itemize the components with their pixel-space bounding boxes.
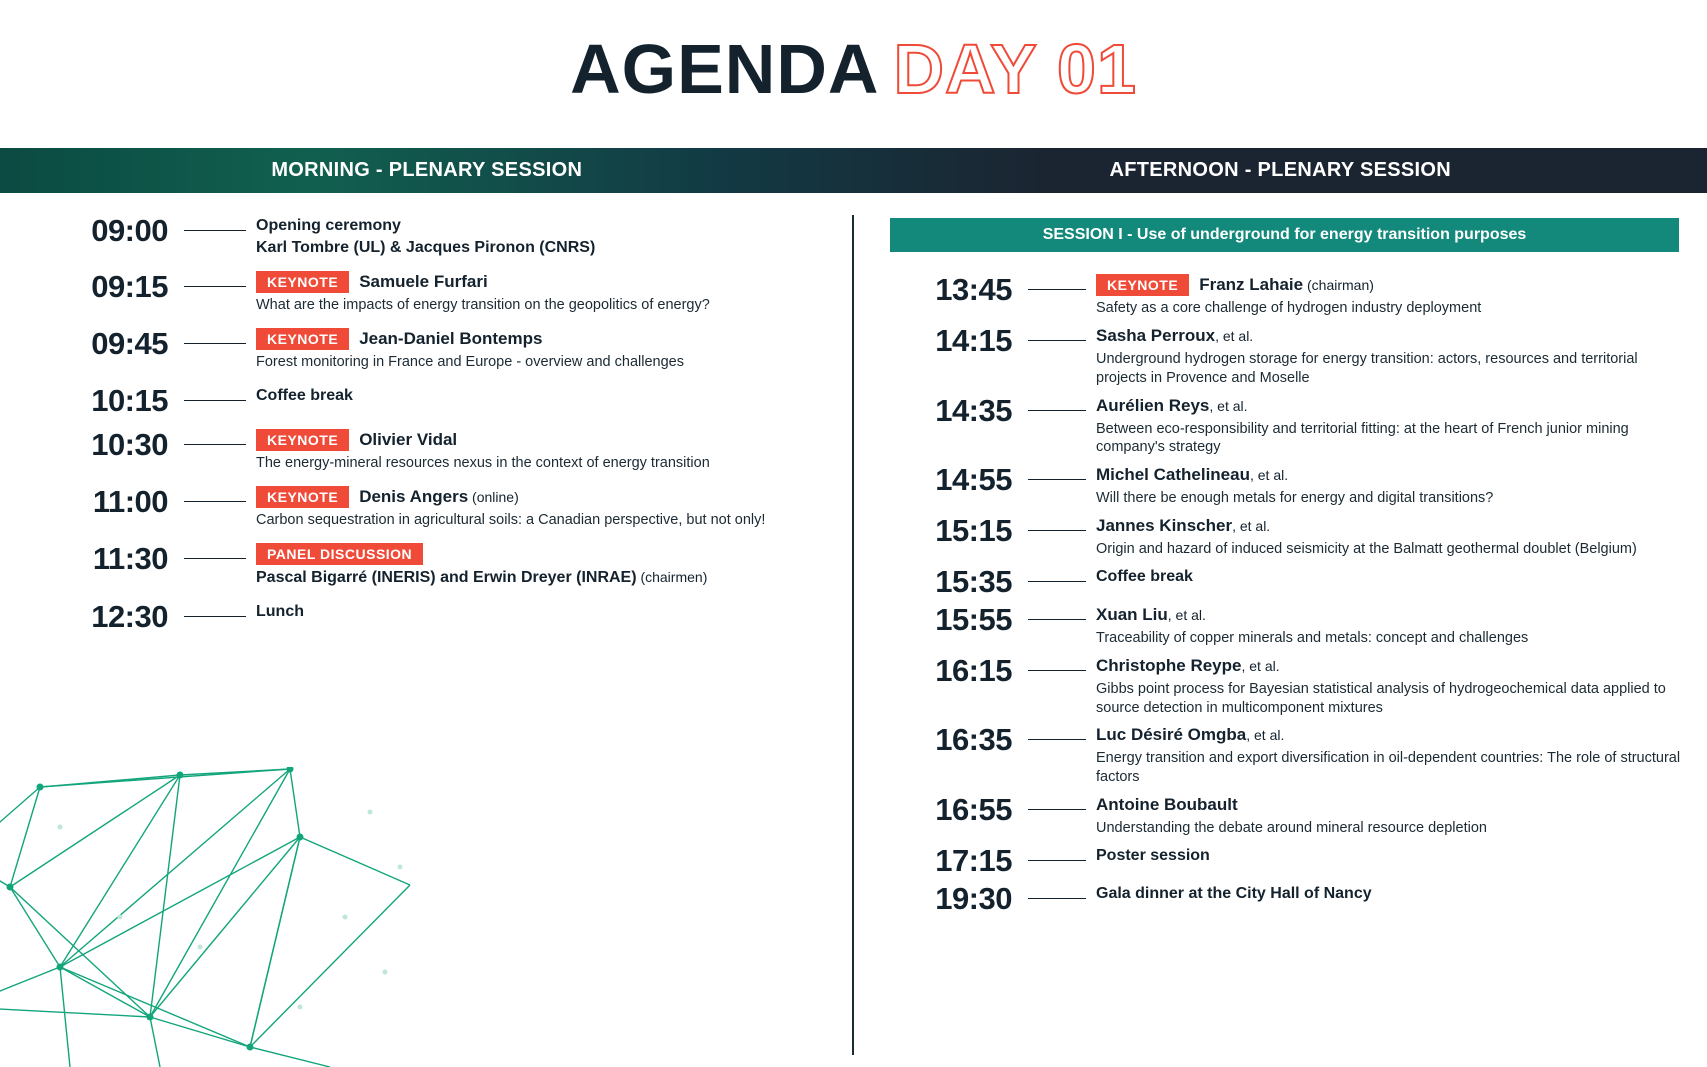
morning-column	[0, 193, 852, 1067]
agenda-entry-heading	[1096, 274, 1687, 296]
agenda-time: 09:45	[91, 326, 168, 362]
agenda-speaker	[1096, 795, 1238, 815]
agenda-entry	[1096, 655, 1707, 718]
agenda-entry-heading	[1096, 515, 1687, 537]
agenda-entry-title	[256, 601, 832, 623]
agenda-entry-title-text: Lunch	[256, 603, 304, 621]
agenda-entry-description: Safety as a core challenge of hydrogen industry deployment	[1096, 300, 1482, 316]
agenda-entry-heading	[1096, 724, 1687, 746]
agenda-entry-heading	[1096, 794, 1687, 816]
agenda-entry	[256, 601, 852, 623]
agenda-row	[854, 563, 1707, 599]
agenda-entry-description: The energy-mineral resources nexus in the context of energy transition	[256, 454, 710, 471]
morning-rows	[0, 193, 852, 635]
agenda-connector-line	[1028, 410, 1086, 411]
agenda-speaker-name: Jean-Daniel Bontemps	[359, 329, 543, 349]
agenda-speaker-note: , et al.	[1167, 606, 1206, 623]
agenda-time: 14:55	[935, 462, 1012, 498]
agenda-entry	[1096, 794, 1707, 838]
agenda-row	[854, 794, 1707, 838]
agenda-speaker-note: , et al.	[1232, 518, 1271, 535]
agenda-connector-line	[1028, 619, 1086, 620]
agenda-entry	[1096, 274, 1707, 318]
agenda-tag-badge: KEYNOTE	[256, 328, 349, 350]
agenda-speaker-name: Samuele Furfari	[359, 272, 488, 292]
agenda-time: 16:15	[935, 652, 1012, 688]
band-morning-label: MORNING - PLENARY SESSION	[271, 159, 583, 181]
agenda-entry-heading	[256, 486, 832, 508]
agenda-entry-title	[256, 567, 832, 589]
agenda-time: 10:15	[91, 382, 168, 418]
agenda-tag-badge: PANEL DISCUSSION	[256, 543, 423, 565]
agenda-entry-title-note: (chairmen)	[636, 568, 708, 585]
agenda-speaker-note: , et al.	[1249, 467, 1289, 484]
agenda-speaker	[359, 272, 488, 292]
agenda-entry-title	[256, 385, 832, 407]
agenda-tag-badge: KEYNOTE	[256, 486, 349, 508]
agenda-speaker	[1096, 516, 1270, 536]
agenda-entry	[1096, 325, 1707, 388]
agenda-speaker	[1096, 725, 1284, 745]
agenda-entry-description: Understanding the debate around mineral resource depletion	[1096, 820, 1487, 837]
agenda-entry	[256, 543, 852, 589]
agenda-time: 09:00	[91, 213, 168, 248]
agenda-speaker-name: Luc Désiré Omgba	[1096, 725, 1247, 745]
agenda-connector-line	[1028, 479, 1086, 480]
agenda-entry-description: What are the impacts of energy transition on the geopolitics of energy?	[256, 297, 710, 314]
agenda-entry-heading	[256, 429, 832, 451]
afternoon-rows	[854, 252, 1707, 914]
agenda-speaker	[359, 430, 457, 450]
agenda-speaker-name: Michel Cathelineau	[1096, 465, 1250, 485]
agenda-speaker-note: , et al.	[1246, 727, 1285, 744]
agenda-entry	[256, 215, 852, 258]
agenda-time: 16:55	[935, 792, 1012, 828]
agenda-time: 13:45	[935, 272, 1012, 307]
agenda-entry-description: Between eco-responsibility and territorial fitting: at the heart of French junior mining company's strategy	[1096, 420, 1629, 456]
agenda-connector-line	[184, 343, 246, 344]
agenda-time: 11:00	[92, 483, 168, 519]
agenda-row	[854, 274, 1707, 318]
session-band	[0, 148, 1707, 193]
agenda-speaker-name: Sasha Perroux	[1096, 325, 1216, 345]
agenda-connector-line	[184, 616, 246, 617]
agenda-tag-badge: KEYNOTE	[256, 429, 349, 451]
page-title	[0, 0, 1707, 108]
agenda-speaker	[1096, 605, 1206, 625]
agenda-entry-description: Traceability of copper minerals and metals: concept and challenges	[1096, 629, 1529, 646]
agenda-entry	[256, 385, 852, 407]
agenda-speaker-note: , et al.	[1215, 327, 1254, 344]
band-afternoon-label: AFTERNOON - PLENARY SESSION	[1109, 159, 1451, 181]
agenda-connector-line	[1028, 860, 1086, 861]
agenda-connector-line	[1028, 340, 1086, 341]
agenda-speaker	[359, 487, 519, 507]
title-main: AGENDA	[570, 30, 880, 108]
agenda-speaker-name: Aurélien Reys	[1096, 395, 1210, 415]
agenda-tag-badge: KEYNOTE	[256, 271, 349, 293]
agenda-row	[854, 464, 1707, 508]
agenda-speaker-name: Christophe Reype	[1096, 655, 1242, 675]
agenda-row	[854, 392, 1707, 458]
agenda-speaker-note: , et al.	[1241, 657, 1280, 674]
agenda-row	[854, 601, 1707, 648]
agenda-time: 19:30	[935, 880, 1012, 916]
agenda-row	[854, 322, 1707, 388]
agenda-connector-line	[184, 286, 246, 287]
agenda-time: 15:55	[935, 601, 1012, 637]
agenda-entry-title	[256, 215, 832, 237]
agenda-entry	[256, 486, 852, 530]
agenda-entry	[1096, 724, 1707, 787]
decorative-network-graphic	[0, 767, 470, 1067]
agenda-entry-subtitle: Karl Tombre (UL) & Jacques Pironon (CNRS)	[256, 238, 596, 256]
agenda-row	[854, 724, 1707, 787]
agenda-entry-title-text: Gala dinner at the City Hall of Nancy	[1096, 884, 1372, 902]
agenda-time: 17:15	[935, 842, 1012, 878]
agenda-speaker	[1096, 656, 1280, 676]
agenda-entry	[1096, 464, 1707, 508]
agenda-connector-line	[1028, 289, 1086, 290]
agenda-row	[0, 540, 852, 589]
agenda-connector-line	[1028, 739, 1086, 740]
agenda-entry-title	[1096, 566, 1687, 588]
agenda-speaker-name: Antoine Boubault	[1096, 795, 1238, 815]
agenda-entry	[1096, 395, 1707, 458]
agenda-entry-description: Forest monitoring in France and Europe - overview and challenges	[256, 354, 684, 371]
agenda-entry-heading	[1096, 604, 1687, 626]
agenda-entry-heading	[1096, 395, 1687, 417]
agenda-time: 14:15	[935, 322, 1012, 358]
agenda-time: 14:35	[935, 392, 1012, 428]
agenda-row	[0, 426, 852, 473]
agenda-connector-line	[184, 230, 246, 231]
agenda-columns	[0, 193, 1707, 1067]
agenda-entry	[256, 429, 852, 473]
agenda-speaker	[1096, 326, 1253, 346]
agenda-entry-description: Origin and hazard of induced seismicity at the Balmatt geothermal doublet (Belgium)	[1096, 541, 1637, 558]
agenda-speaker	[1096, 465, 1288, 485]
agenda-connector-line	[1028, 898, 1086, 899]
agenda-entry-heading	[1096, 464, 1687, 486]
agenda-row	[854, 652, 1707, 718]
agenda-speaker-note: (chairman)	[1303, 277, 1374, 293]
agenda-speaker	[1199, 275, 1374, 295]
agenda-speaker-note: , et al.	[1209, 397, 1248, 414]
agenda-entry	[256, 328, 852, 372]
agenda-tag-badge: KEYNOTE	[1096, 274, 1189, 296]
agenda-connector-line	[1028, 581, 1086, 582]
title-highlight: DAY 01	[893, 30, 1137, 108]
agenda-entry-title-text: Coffee break	[1096, 567, 1193, 585]
agenda-entry-title-text: Poster session	[1096, 846, 1210, 864]
agenda-entry-heading	[256, 328, 832, 350]
agenda-entry-title-text: Coffee break	[256, 386, 353, 404]
agenda-speaker-name: Franz Lahaie	[1199, 275, 1304, 294]
agenda-entry-title	[1096, 845, 1687, 867]
agenda-entry-title-text: Opening ceremony	[256, 217, 401, 234]
agenda-entry	[1096, 845, 1707, 867]
agenda-entry	[1096, 883, 1707, 905]
agenda-entry-description: Carbon sequestration in agricultural soils: a Canadian perspective, but not only!	[256, 511, 766, 528]
agenda-entry-heading	[1096, 325, 1687, 347]
agenda-time: 15:15	[935, 513, 1012, 549]
agenda-time: 16:35	[935, 722, 1012, 758]
agenda-entry-description: Underground hydrogen storage for energy transition: actors, resources and territorial projects in Provence and Moselle	[1096, 350, 1638, 386]
agenda-speaker-name: Denis Angers	[359, 486, 469, 506]
agenda-time: 11:30	[92, 540, 168, 576]
agenda-speaker	[1096, 396, 1248, 416]
agenda-speaker-name: Jannes Kinscher	[1096, 516, 1233, 536]
agenda-row	[0, 599, 852, 635]
agenda-connector-line	[1028, 809, 1086, 810]
agenda-time: 09:15	[91, 269, 168, 305]
agenda-connector-line	[184, 400, 246, 401]
agenda-row	[854, 880, 1707, 916]
agenda-time: 12:30	[91, 599, 168, 635]
agenda-speaker-note: (online)	[468, 488, 519, 505]
afternoon-column	[854, 193, 1707, 1067]
agenda-entry-description: Will there be enough metals for energy and digital transitions?	[1096, 490, 1494, 507]
agenda-time: 10:30	[91, 426, 168, 462]
agenda-connector-line	[184, 558, 246, 559]
agenda-speaker	[359, 329, 542, 349]
agenda-row	[0, 215, 852, 258]
agenda-speaker-name: Olivier Vidal	[359, 429, 458, 449]
agenda-entry-heading	[256, 271, 832, 293]
agenda-connector-line	[1028, 670, 1086, 671]
agenda-entry	[1096, 515, 1707, 559]
agenda-entry-title	[1096, 883, 1687, 905]
agenda-speaker-name: Xuan Liu	[1096, 604, 1168, 624]
agenda-row	[0, 328, 852, 372]
agenda-time: 15:35	[935, 563, 1012, 599]
agenda-entry-heading	[1096, 655, 1687, 677]
agenda-row	[0, 271, 852, 315]
agenda-row	[854, 842, 1707, 878]
agenda-row	[0, 382, 852, 418]
agenda-entry	[1096, 566, 1707, 588]
session-header: SESSION I - Use of underground for energy transition purposes	[890, 218, 1679, 252]
agenda-entry	[256, 271, 852, 315]
agenda-connector-line	[184, 444, 246, 445]
agenda-row	[0, 483, 852, 530]
agenda-entry	[1096, 604, 1707, 648]
agenda-entry-title-text: Pascal Bigarré (INERIS) and Erwin Dreyer (INRAE)	[256, 568, 637, 586]
agenda-entry-description: Gibbs point process for Bayesian statistical analysis of hydrogeochemical data applied to source detection in multicomponent mixtures	[1096, 680, 1666, 716]
agenda-row	[854, 515, 1707, 559]
agenda-entry-heading	[256, 543, 832, 565]
agenda-entry-description: Energy transition and export diversification in oil-dependent countries: The role of structural factors	[1096, 750, 1681, 786]
agenda-connector-line	[1028, 530, 1086, 531]
agenda-connector-line	[184, 501, 246, 502]
